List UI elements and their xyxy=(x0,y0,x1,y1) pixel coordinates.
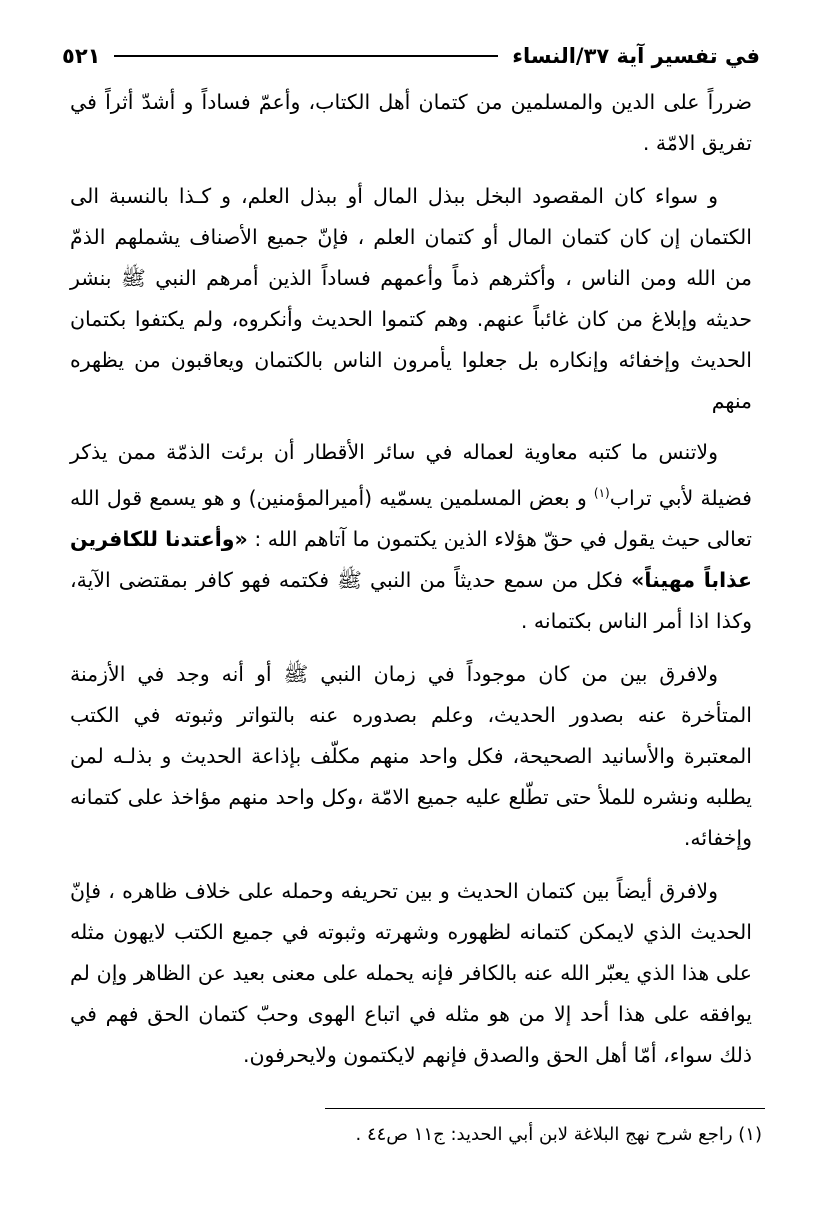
paragraph-3-end: فكل من سمع حديثاً من النبي ﷺ فكتمه فهو كافر بمقتضى الآية، xyxy=(70,567,632,592)
paragraph-2: و سواء كان المقصود البخل ببذل المال أو ببذل العلم، و كـذا بالنسبة الى الكتمان إن كان كتمان المال أو كتمان العلم ، فإنّ جميع الأصناف يشملهم الذمّ من الله ومن الناس ، وأكثرهم ذماً وأعمهم فساداً الذين أمرهم النبي ﷺ بنشر حديثه وإبلاغ من كان غائباً عنهم. وهم كتموا الحديث وأنكروه، ولم يكتفوا بكتمان الحديث وإخفائه وإنكاره بل جعلوا يأمرون الناس بالكتمان ويعاقبون من يظهره منهم xyxy=(70,184,752,413)
paragraph-3-middle: و بعض المسلمين يسمّيه (أميرالمؤمنين) و هو يسمع قول الله تعالى حيث يقول في حقّ هؤلاء الذين يكتمون ما آتاهم الله : xyxy=(70,485,753,551)
paragraph-1: ضرراً على الدين والمسلمين من كتمان أهل الكتاب، وأعمّ فساداً و أشدّ أثراً في تفريق الامّة . xyxy=(70,90,752,155)
footnote-rule xyxy=(325,1108,765,1109)
paragraph-3 xyxy=(70,432,752,642)
running-title: في تفسير آية ٣٧/النساء xyxy=(512,44,760,68)
footnote: (١) راجع شرح نهج البلاغة لابن أبي الحديد: ج١١ ص٤٤ . xyxy=(355,1124,762,1145)
paragraph-3-tail: وكذا اذا أمر الناس بكتمانه . xyxy=(520,608,752,633)
header-rule xyxy=(114,55,498,57)
quran-quote: «وأعتدنا للكافرين عذاباً مهيناً» xyxy=(70,526,752,592)
paragraph-4: ولافرق بين من كان موجوداً في زمان النبي ﷺ أو أنه وجد في الأزمنة المتأخرة عنه بصدور الحديث، وعلم بصدوره عنه بالتواتر وثبوته في الكتب المعتبرة والأسانيد الصحيحة، فكل واحد منهم مكلّف بإذاعة الحديث و بذلـه لمن يطلبه ونشره للملأ حتى تطّلع عليه جميع الامّة ،وكل واحد منهم مؤاخذ على كتمانه وإخفائه. xyxy=(70,661,752,850)
paragraph-3-start: ولاتنس ما كتبه معاوية لعماله في سائر الأقطار أن برئت الذمّة ممن يذكر فضيلة لأبي تراب xyxy=(70,440,752,510)
page-header xyxy=(62,36,760,76)
footnote-marker: (١) xyxy=(593,486,610,500)
page-number: ٥٢١ xyxy=(62,44,101,68)
body-text xyxy=(70,82,752,1086)
paragraph-5: ولافرق أيضاً بين كتمان الحديث و بين تحريفه وحمله على خلاف ظاهره ، فإنّ الحديث الذي لايمكن كتمانه لظهوره وشهرته وثبوته في جميع الكتب لايهون مثله على هذا الذي يعبّر الله عنه بالكافر فإنه يحمله على معنى بعيد عن الظاهر وإن لم يوافقه على هذا أحد إلا من هو مثله في اتباع الهوى وحبّ كتمان الحق فهم في ذلك سواء، أمّا أهل الحق والصدق فإنهم لايكتمون ولايحرفون. xyxy=(70,878,752,1067)
